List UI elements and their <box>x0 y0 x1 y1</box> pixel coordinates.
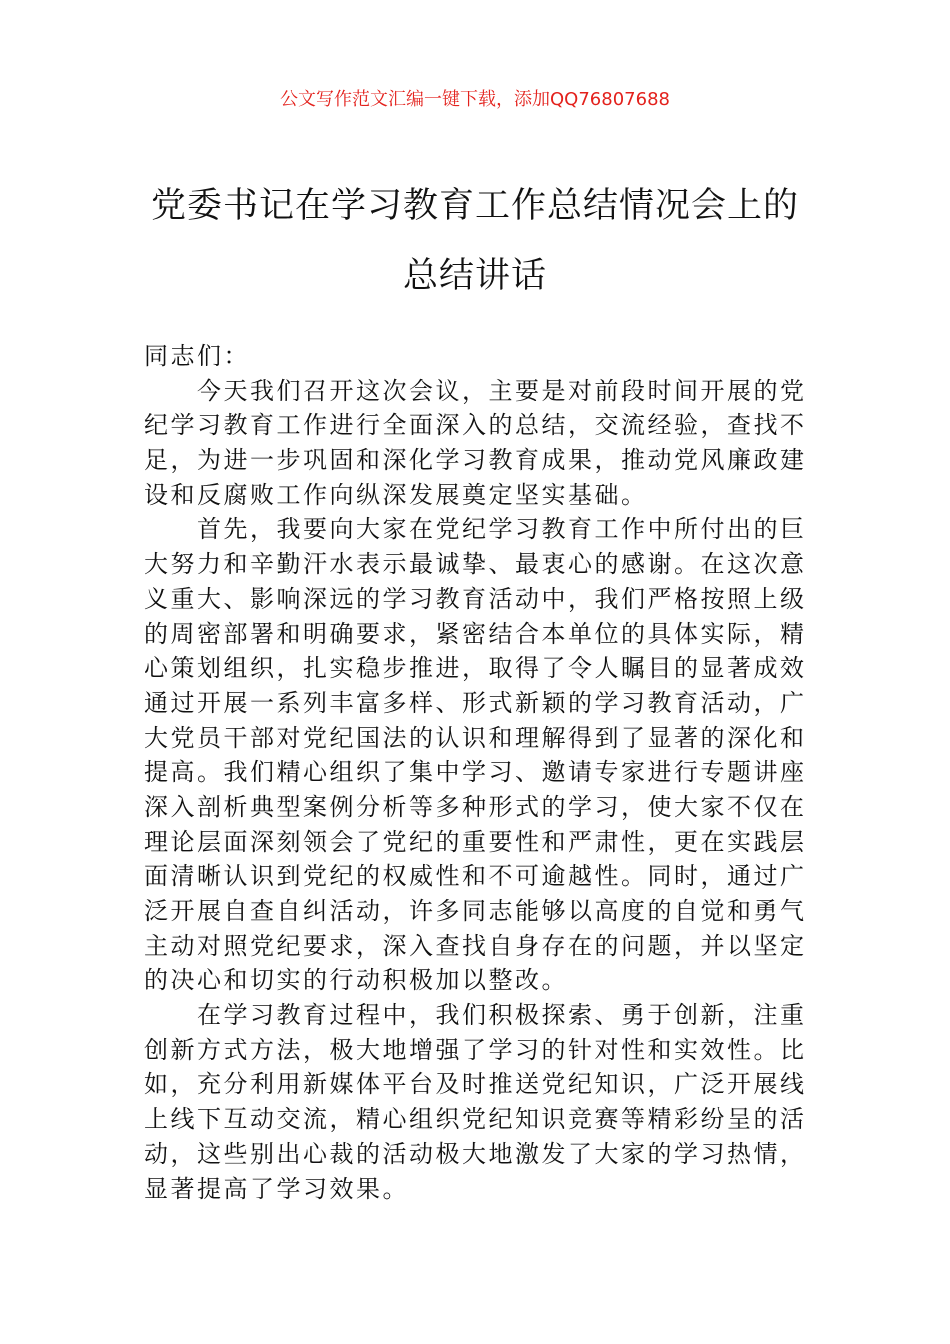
paragraph-line: 显著提高了学习效果。 <box>144 1174 409 1203</box>
paragraph-line: 大努力和辛勤汗水表示最诚挚、最衷心的感谢。在这次意 <box>144 550 807 579</box>
salutation: 同志们： <box>144 342 250 370</box>
paragraph-line: 首先，我要向大家在党纪学习教育工作中所付出的巨 <box>197 515 807 544</box>
paragraph-line: 义重大、影响深远的学习教育活动中，我们严格按照上级 <box>144 584 807 613</box>
paragraph-line: 如，充分利用新媒体平台及时推送党纪知识，广泛开展线 <box>144 1070 807 1099</box>
paragraph-line: 设和反腐败工作向纵深发展奠定坚实基础。 <box>144 480 648 509</box>
paragraph-line: 面清晰认识到党纪的权威性和不可逾越性。同时，通过广 <box>144 862 807 891</box>
paragraph-line: 大党员干部对党纪国法的认识和理解得到了显著的深化和 <box>144 723 807 752</box>
paragraph-line: 泛开展自查自纠活动，许多同志能够以高度的自觉和勇气 <box>144 897 807 925</box>
paragraph-line: 的决心和切实的行动积极加以整改。 <box>144 966 568 995</box>
paragraph-line: 动，这些别出心裁的活动极大地激发了大家的学习热情， <box>144 1139 807 1168</box>
paragraph-line: 在学习教育过程中，我们积极探索、勇于创新，注重 <box>197 1001 807 1030</box>
paragraph-line: 理论层面深刻领会了党纪的重要性和严肃性，更在实践层 <box>144 827 807 856</box>
paragraph-line: 纪学习教育工作进行全面深入的总结，交流经验，查找不 <box>144 411 807 440</box>
document-title-line-1: 党委书记在学习教育工作总结情况会上的 <box>150 186 799 226</box>
paragraph <box>144 998 808 1206</box>
paragraph-line: 的周密部署和明确要求，紧密结合本单位的具体实际，精 <box>144 619 807 648</box>
document-body <box>144 339 808 1206</box>
paragraph <box>144 374 808 513</box>
paragraph-line: 足，为进一步巩固和深化学习教育成果，推动党风廉政建 <box>144 446 807 475</box>
paragraph-line: 今天我们召开这次会议，主要是对前段时间开展的党 <box>197 376 807 405</box>
paragraph-line: 深入剖析典型案例分析等多种形式的学习，使大家不仅在 <box>144 792 807 821</box>
paragraph-line: 提高。我们精心组织了集中学习、邀请专家进行专题讲座 <box>144 758 807 787</box>
paragraph-line: 心策划组织，扎实稳步推进，取得了令人瞩目的显著成效 <box>144 654 807 683</box>
paragraph-line: 创新方式方法，极大地增强了学习的针对性和实效性。比 <box>144 1035 807 1064</box>
document-title-line-2: 总结讲话 <box>402 256 547 296</box>
paragraph-line: 上线下互动交流，精心组织党纪知识竞赛等精彩纷呈的活 <box>144 1105 807 1134</box>
download-banner: 公文写作范文汇编一键下载，添加QQ76807688 <box>280 89 670 110</box>
paragraph-line: 主动对照党纪要求，深入查找自身存在的问题，并以坚定 <box>144 931 807 960</box>
paragraph <box>144 512 808 998</box>
paragraph-line: 通过开展一系列丰富多样、形式新颖的学习教育活动，广 <box>144 688 807 717</box>
